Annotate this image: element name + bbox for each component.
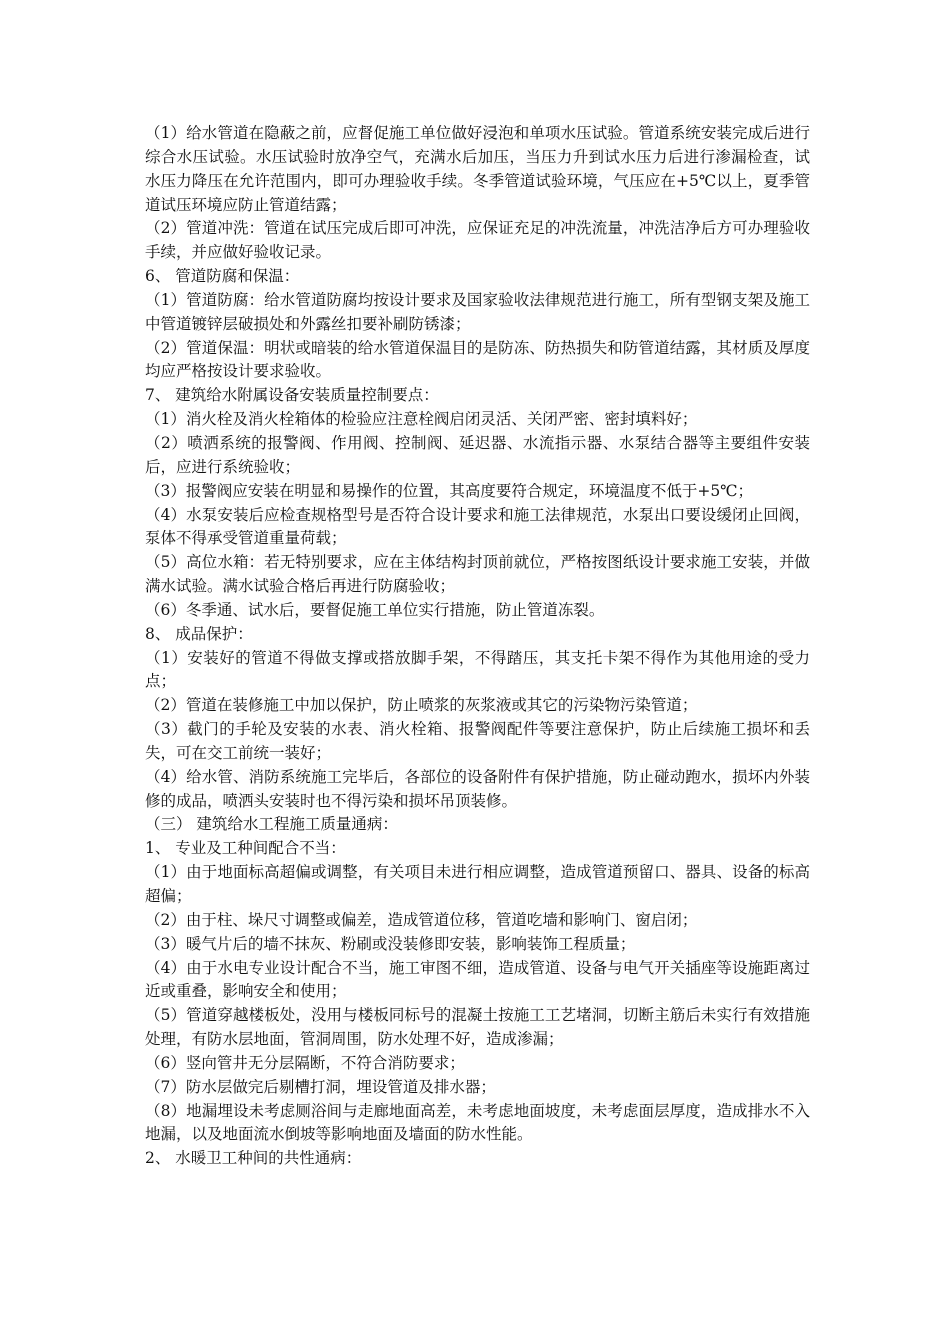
paragraph: （2）管道冲洗：管道在试压完成后即可冲洗，应保证充足的冲洗流量，冲洗洁净后方可办理验收手续，并应做好验收记录。 xyxy=(145,219,810,262)
paragraph: （4）给水管、消防系统施工完毕后，各部位的设备附件有保护措施，防止碰动跑水，损坏内外装修的成品，喷洒头安装时也不得污染和损坏吊顶装修。 xyxy=(145,767,810,810)
paragraph: （8）地漏埋设未考虑厕浴间与走廊地面高差，未考虑地面坡度，未考虑面层厚度，造成排水不入地漏，以及地面流水倒坡等影响地面及墙面的防水性能。 xyxy=(145,1101,810,1144)
paragraph: （2）由于柱、垛尺寸调整或偏差，造成管道位移，管道吃墙和影响门、窗启闭； xyxy=(145,910,698,929)
paragraph: （1）消火栓及消火栓箱体的检验应注意栓阀启闭灵活、关闭严密、密封填料好； xyxy=(145,410,698,429)
paragraph: （1）安装好的管道不得做支撑或搭放脚手架，不得踏压，其支托卡架不得作为其他用途的受力点； xyxy=(145,648,810,691)
paragraph: （6）竖向管井无分层隔断，不符合消防要求； xyxy=(145,1053,465,1072)
paragraph: （2）管道保温：明状或暗装的给水管道保温目的是防冻、防热损失和防管道结露，其材质及厚度均应严格按设计要求验收。 xyxy=(145,338,810,381)
paragraph: （2）喷洒系统的报警阀、作用阀、控制阀、延迟器、水流指示器、水泵结合器等主要组件安装后，应进行系统验收； xyxy=(145,433,810,476)
paragraph: （3）报警阀应安装在明显和易操作的位置，其高度要符合规定，环境温度不低于+5℃； xyxy=(145,481,754,500)
paragraph: （1）管道防腐：给水管道防腐均按设计要求及国家验收法律规范进行施工，所有型钢支架及施工中管道镀锌层破损处和外露丝扣要补刷防锈漆； xyxy=(145,290,810,333)
paragraph: （3）暖气片后的墙不抹灰、粉刷或没装修即安装，影响装饰工程质量； xyxy=(145,934,636,953)
paragraph: （6）冬季通、试水后，要督促施工单位实行措施，防止管道冻裂。 xyxy=(145,600,605,619)
paragraph: （4）由于水电专业设计配合不当，施工审图不细，造成管道、设备与电气开关插座等设施距离过近或重叠，影响安全和使用； xyxy=(145,958,810,1001)
section-heading: 8、 成品保护： xyxy=(145,624,253,643)
paragraph: （4）水泵安装后应检查规格型号是否符合设计要求和施工法律规范，水泵出口要设缓闭止回阀，泵体不得承受管道重量荷载； xyxy=(145,505,810,548)
chapter-heading: （三） 建筑给水工程施工质量通病： xyxy=(145,815,398,834)
section-heading: 7、 建筑给水附属设备安装质量控制要点： xyxy=(145,386,439,405)
document-body xyxy=(145,122,810,1171)
section-heading: 1、 专业及工种间配合不当： xyxy=(145,839,346,858)
paragraph: （2）管道在装修施工中加以保护，防止喷浆的灰浆液或其它的污染物污染管道； xyxy=(145,696,698,715)
section-heading: 2、 水暖卫工种间的共性通病： xyxy=(145,1149,362,1168)
paragraph: （7）防水层做完后剔槽打洞，埋设管道及排水器； xyxy=(145,1077,496,1096)
section-heading: 6、 管道防腐和保温： xyxy=(145,267,300,286)
paragraph: （5）管道穿越楼板处，没用与楼板同标号的混凝土按施工工艺堵洞，切断主筋后未实行有效措施处理，有防水层地面，管洞周围，防水处理不好，造成渗漏； xyxy=(145,1006,810,1049)
paragraph: （1）由于地面标高超偏或调整，有关项目未进行相应调整，造成管道预留口、器具、设备的标高超偏； xyxy=(145,863,810,905)
paragraph: （5）高位水箱：若无特别要求，应在主体结构封顶前就位，严格按图纸设计要求施工安装，并做满水试验。满水试验合格后再进行防腐验收； xyxy=(145,553,810,596)
paragraph: （3）截门的手轮及安装的水表、消火栓箱、报警阀配件等要注意保护，防止后续施工损坏和丢失，可在交工前统一装好； xyxy=(145,720,810,762)
paragraph: （1）给水管道在隐蔽之前，应督促施工单位做好浸泡和单项水压试验。管道系统安装完成后进行综合水压试验。水压试验时放净空气，充满水后加压，当压力升到试水压力后进行渗漏检查，试水压力降压在允许范围内，即可办理验收手续。冬季管道试验环境，气压应在+5℃以上，夏季管道试压环境应防止管道结露； xyxy=(145,124,810,214)
